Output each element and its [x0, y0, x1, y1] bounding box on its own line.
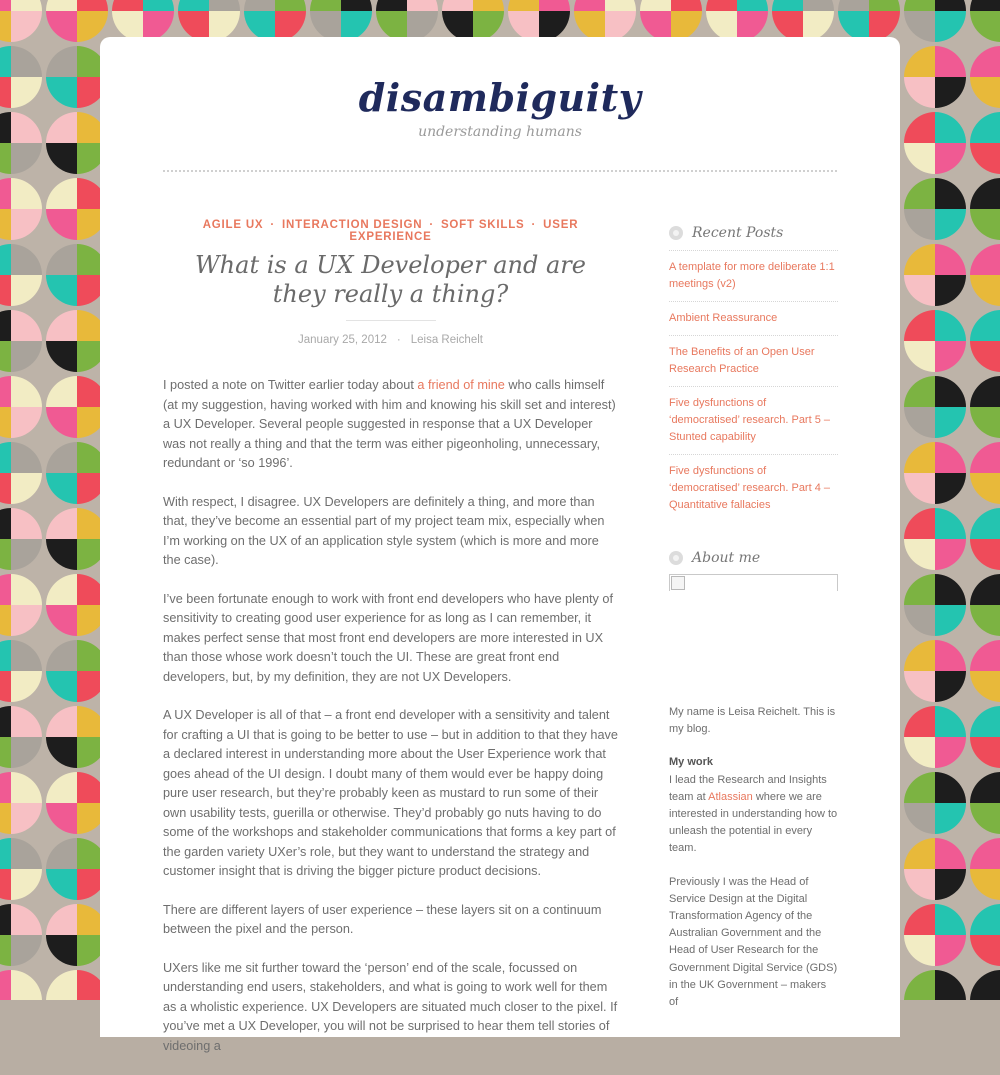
category-separator: · [429, 219, 434, 231]
post-author[interactable]: Leisa Reichelt [410, 334, 483, 346]
about-intro: My name is Leisa Reichelt. This is my blog. [669, 706, 836, 736]
decorative-disc [904, 838, 966, 900]
decorative-disc [244, 0, 306, 42]
decorative-disc [0, 442, 42, 504]
category-agile-ux[interactable]: AGILE UX [202, 219, 264, 231]
decorative-disc [0, 904, 42, 966]
decorative-disc [0, 0, 42, 42]
atlassian-link[interactable]: Atlassian [708, 790, 753, 803]
about-work [669, 754, 838, 857]
category-interaction-design[interactable]: INTERACTION DESIGN [282, 219, 423, 231]
meta-separator: · [396, 334, 401, 346]
paragraph-1 [163, 376, 618, 474]
decorative-disc [0, 244, 42, 306]
decorative-disc [904, 46, 966, 108]
work-text-start: I lead the Research and Insights team at [669, 773, 827, 803]
decorative-disc [970, 640, 1000, 702]
decorative-disc [46, 706, 108, 768]
work-text-end: where we are interested in understanding how to unleash the potential in every team. [669, 790, 838, 855]
decorative-disc [838, 0, 900, 42]
decorative-disc [46, 508, 108, 570]
decorative-disc [46, 244, 108, 306]
recent-posts-title [669, 225, 838, 251]
decorative-disc [970, 442, 1000, 504]
friend-link[interactable]: a friend of mine [417, 378, 505, 392]
about-title [669, 550, 838, 574]
paragraph-5: There are different layers of user experience – these layers sit on a continuum between the pixel and the person. [163, 902, 602, 936]
decorative-disc [0, 640, 42, 702]
decorative-disc [970, 376, 1000, 438]
decorative-disc [970, 904, 1000, 966]
decorative-disc [970, 244, 1000, 306]
decorative-disc [904, 772, 966, 834]
decorative-disc [0, 706, 42, 768]
decorative-disc [46, 970, 108, 1000]
decorative-disc [0, 178, 42, 240]
about-image-placeholder [669, 574, 838, 591]
decorative-disc [904, 442, 966, 504]
decorative-disc [904, 904, 966, 966]
post-body [163, 376, 618, 1056]
decorative-disc [0, 772, 42, 834]
decorative-disc [970, 46, 1000, 108]
decorative-disc [904, 244, 966, 306]
decorative-disc [970, 508, 1000, 570]
list-item [669, 455, 838, 522]
work-heading: My work [669, 756, 714, 769]
decorative-disc [442, 0, 504, 42]
decorative-disc [46, 376, 108, 438]
about-widget [669, 550, 838, 1011]
category-separator: · [270, 219, 276, 231]
decorative-disc [904, 310, 966, 372]
post-date[interactable]: January 25, 2012 [298, 334, 387, 346]
decorative-disc [46, 838, 108, 900]
decorative-disc [904, 112, 966, 174]
recent-post-link[interactable]: A template for more deliberate 1:1 meetings (v2) [669, 261, 835, 290]
decorative-disc [970, 970, 1000, 1000]
decorative-disc [970, 706, 1000, 768]
decorative-disc [0, 376, 42, 438]
decorative-disc [970, 178, 1000, 240]
post-article [163, 219, 618, 1075]
decorative-disc [904, 0, 966, 42]
decorative-disc [0, 310, 42, 372]
header-divider [163, 170, 837, 172]
recent-posts-list [669, 251, 838, 522]
post-categories [163, 219, 618, 243]
recent-post-link[interactable]: Five dysfunctions of ‘democratised’ research. Part 5 – Stunted capability [669, 397, 830, 443]
widget-circle-icon [669, 226, 683, 240]
site-tagline: understanding humans [418, 124, 582, 140]
decorative-disc [640, 0, 702, 42]
decorative-disc [46, 112, 108, 174]
category-separator: · [531, 219, 537, 231]
paragraph-4: A UX Developer is all of that – a front end developer with a sensitivity and talent for crafting a UI that is going to be better to use – but in addition to that they have a declared interest in understanding more about the User Experience work that goes ahead of the UI design. I doubt many of them would ever be happy doing pure user research, but they’re probably keen as mustard to run some of their own usability tests, guerilla or otherwise. They’d probably go nuts having to do some of the workshops and stakeholder communications that forms a key part of the garden variety UXer’s role, but they want to understand the strategy and customer insight that is driving the bigger picture product decisions. [163, 708, 618, 878]
decorative-disc [310, 0, 372, 42]
decorative-disc [46, 310, 108, 372]
list-item [669, 387, 838, 455]
decorative-disc [904, 970, 966, 1000]
decorative-disc [0, 574, 42, 636]
decorative-disc [46, 772, 108, 834]
decorative-disc [970, 574, 1000, 636]
widget-circle-icon [669, 551, 683, 565]
decorative-disc [706, 0, 768, 42]
about-text [669, 704, 838, 1011]
title-divider [346, 320, 436, 321]
recent-posts-heading: Recent Posts [692, 225, 784, 241]
decorative-disc [904, 178, 966, 240]
decorative-disc [46, 904, 108, 966]
decorative-disc [46, 0, 108, 42]
decorative-disc [904, 640, 966, 702]
decorative-disc [970, 112, 1000, 174]
post-meta [163, 334, 618, 346]
decorative-disc [970, 838, 1000, 900]
decorative-disc [970, 772, 1000, 834]
site-title[interactable]: disambiguity [358, 75, 642, 120]
paragraph-3: I’ve been fortunate enough to work with front end developers who have plenty of sensitivity to creating good user experience for as long as I can remember, it makes perfect sense that most front end developers are more interested in UX than those whose work doesn’t touch the UI. These are great front end developers, but, by my definition, they are not UX Developers. [163, 591, 613, 684]
recent-post-link[interactable]: Five dysfunctions of ‘democratised’ research. Part 4 – Quantitative fallacies [669, 465, 830, 511]
decorative-disc [0, 112, 42, 174]
sidebar [669, 225, 838, 1027]
category-user-experience[interactable]: USER EXPERIENCE [349, 219, 579, 243]
recent-post-link[interactable]: Ambient Reassurance [669, 312, 778, 324]
decorative-disc [574, 0, 636, 42]
paragraph-2: With respect, I disagree. UX Developers are definitely a thing, and more than that, they’ve become an essential part of my project team mix, especially when I’m working on the UX of an application style system (which is more and more the case). [163, 494, 605, 567]
recent-posts-widget [669, 225, 838, 522]
decorative-disc [508, 0, 570, 42]
paragraph-1-text-start: I posted a note on Twitter earlier today about [163, 378, 418, 392]
post-title: What is a UX Developer and are they really a thing? [195, 251, 586, 308]
list-item [669, 251, 838, 302]
recent-post-link[interactable]: The Benefits of an Open User Research Practice [669, 346, 815, 375]
decorative-disc [904, 508, 966, 570]
decorative-disc [0, 970, 42, 1000]
decorative-disc [46, 178, 108, 240]
decorative-disc [970, 0, 1000, 42]
site-header [100, 37, 900, 140]
decorative-disc [904, 574, 966, 636]
category-soft-skills[interactable]: SOFT SKILLS [440, 219, 525, 231]
paragraph-1-text-end: who calls himself (at my suggestion, having worked with him and knowing his skill set and interest) a UX Developer. Several people suggested in response that a UX Developer was not really a thing and that the term was either pigeonholing, unnecessary, redundant or ‘so 1996’. [163, 378, 616, 470]
page-container [100, 37, 900, 1053]
decorative-disc [46, 442, 108, 504]
decorative-disc [46, 574, 108, 636]
decorative-disc [904, 706, 966, 768]
decorative-disc [772, 0, 834, 42]
paragraph-6: UXers like me sit further toward the ‘person’ end of the scale, focussed on understanding end users, stakeholders, and what is going to work well for them as a wholistic experience. UX Developers are situated much closer to the pixel. If you’ve met a UX Developer, you will not be surprised to hear them tell stories of videoing a [163, 960, 618, 1053]
about-previous: Previously I was the Head of Service Design at the Digital Transformation Agency of the Australian Government and the Head of User Research for the Government Digital Service (GDS) in the UK Government – makers of [669, 875, 838, 1009]
decorative-disc [0, 838, 42, 900]
decorative-disc [46, 640, 108, 702]
decorative-disc [46, 46, 108, 108]
decorative-disc [178, 0, 240, 42]
decorative-disc [970, 310, 1000, 372]
decorative-disc [0, 508, 42, 570]
list-item [669, 302, 838, 336]
decorative-disc [376, 0, 438, 42]
list-item [669, 336, 838, 387]
decorative-disc [904, 376, 966, 438]
decorative-disc [0, 46, 42, 108]
about-heading: About me [692, 550, 761, 566]
decorative-disc [112, 0, 174, 42]
